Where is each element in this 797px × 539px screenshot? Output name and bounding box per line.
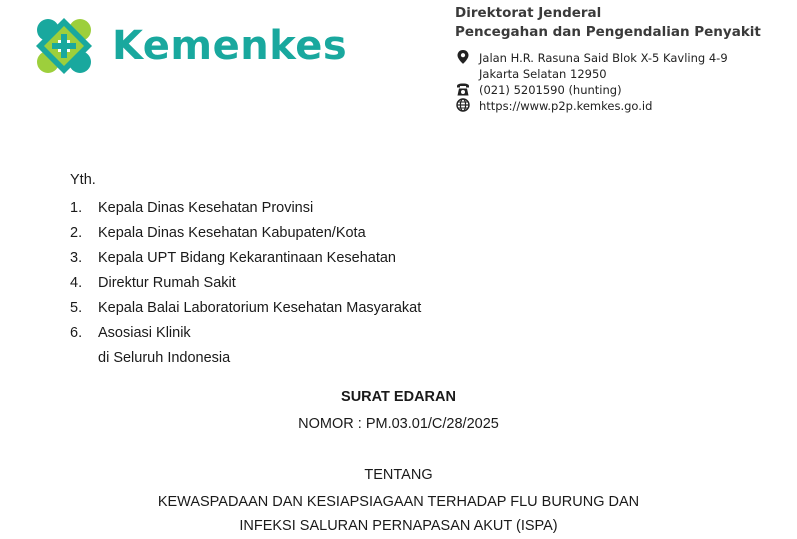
website-row bbox=[455, 98, 790, 114]
list-item: 2. Kepala Dinas Kesehatan Kabupaten/Kota bbox=[70, 225, 366, 241]
subject-line-2: INFEKSI SALURAN PERNAPASAN AKUT (ISPA) bbox=[239, 518, 558, 534]
list-item: 1. Kepala Dinas Kesehatan Provinsi bbox=[70, 200, 314, 216]
phone-row bbox=[455, 82, 790, 98]
kemenkes-logo bbox=[28, 10, 347, 82]
list-item: 6. Asosiasi Klinik bbox=[70, 325, 191, 341]
address-line-1: Jalan H.R. Rasuna Said Blok X-5 Kavling 4-9 bbox=[479, 51, 728, 65]
about-heading: TENTANG bbox=[364, 467, 433, 483]
website-link[interactable]: https://www.p2p.kemkes.go.id bbox=[479, 99, 653, 113]
phone-number: (021) 5201590 (hunting) bbox=[479, 83, 622, 97]
recipient-list bbox=[70, 196, 730, 346]
globe-icon bbox=[455, 98, 471, 112]
letterhead-info bbox=[455, 4, 790, 114]
recipients-suffix: di Seluruh Indonesia bbox=[98, 350, 231, 366]
address-line-2: Jakarta Selatan 12950 bbox=[479, 67, 607, 81]
addressee-block bbox=[70, 170, 730, 371]
document-number: NOMOR : PM.03.01/C/28/2025 bbox=[298, 416, 499, 432]
subject-line-1: KEWASPADAAN DAN KESIAPSIAGAAN TERHADAP FLU BURUNG DAN bbox=[157, 494, 640, 510]
directorate-subtitle: Pencegahan dan Pengendalian Penyakit bbox=[455, 24, 761, 40]
brand-name: Kemenkes bbox=[112, 23, 348, 69]
telephone-icon bbox=[455, 82, 471, 96]
contact-details bbox=[455, 50, 790, 114]
kemenkes-emblem-icon bbox=[28, 10, 100, 82]
location-pin-icon bbox=[455, 50, 471, 64]
document-title: SURAT EDARAN bbox=[341, 389, 456, 405]
list-item: 4. Direktur Rumah Sakit bbox=[70, 275, 236, 291]
salutation: Yth. bbox=[70, 172, 96, 188]
directorate-title: Direktorat Jenderal bbox=[455, 5, 602, 21]
address-row bbox=[455, 50, 790, 82]
list-item: 3. Kepala UPT Bidang Kekarantinaan Kesehatan bbox=[70, 250, 397, 266]
list-item: 5. Kepala Balai Laboratorium Kesehatan Masyarakat bbox=[70, 300, 422, 316]
